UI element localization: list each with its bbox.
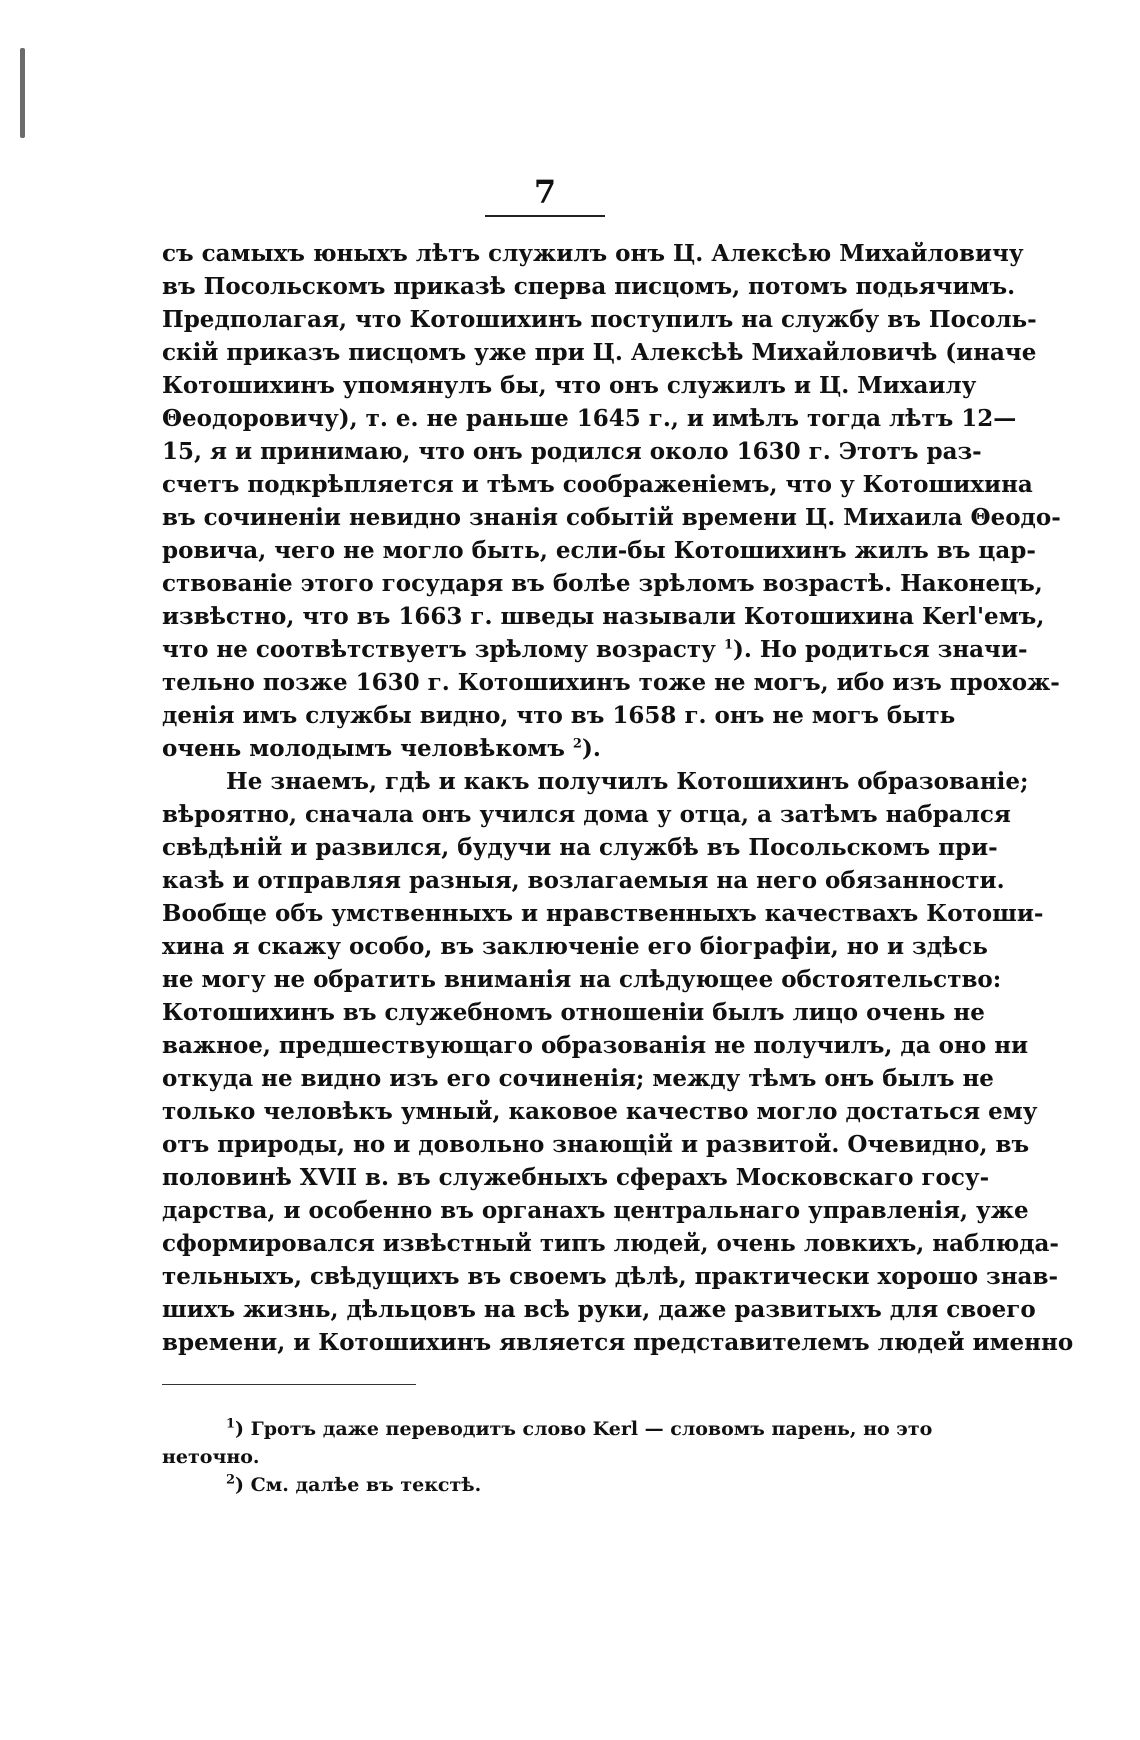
text-line: Котошихинъ упомянулъ бы, что онъ служилъ и Ц. Михаилу [162, 372, 977, 399]
text-line: Котошихинъ въ служебномъ отношеніи былъ лицо очень не [162, 999, 985, 1026]
text-line: ствованіе этого государя въ болѣе зрѣломъ возрастѣ. Наконецъ, [162, 570, 1043, 597]
footnote-reference: 1 [723, 637, 733, 653]
line-text-after-note: ). Но родиться значи- [732, 636, 1028, 663]
footnote-mark: 2 [226, 1472, 236, 1488]
text-line: отъ природы, но и довольно знающій и развитой. Очевидно, въ [162, 1131, 1030, 1158]
text-line: съ самыхъ юныхъ лѣтъ служилъ онъ Ц. Алексѣю Михайловичу [162, 240, 1024, 267]
text-line: Θеодоровичу), т. е. не раньше 1645 г., и имѣлъ тогда лѣтъ 12— [162, 405, 1017, 432]
text-line: 15, я и принимаю, что онъ родился около 1630 г. Этотъ раз- [162, 438, 982, 465]
text-line: свѣдѣній и развился, будучи на службѣ въ Посольскомъ при- [162, 834, 998, 861]
text-line: вѣроятно, сначала онъ учился дома у отца, а затѣмъ набрался [162, 801, 1011, 828]
text-line: дарства, и особенно въ органахъ центральнаго управленія, уже [162, 1197, 1029, 1224]
footnote-1 [162, 1415, 932, 1443]
text-line: въ Посольскомъ приказѣ сперва писцомъ, потомъ подьячимъ. [162, 273, 1016, 300]
text-line: половинѣ XVII в. въ служебныхъ сферахъ Московскаго госу- [162, 1164, 990, 1191]
text-line: ровича, чего не могло быть, если-бы Котошихинъ жилъ въ цар- [162, 537, 1036, 564]
footnote-1-continuation: неточно. [162, 1446, 260, 1468]
page-number-rule [485, 215, 605, 217]
text-line: денія имъ службы видно, что въ 1658 г. онъ не могъ быть [162, 702, 956, 729]
footnotes [162, 1415, 932, 1499]
text-line: въ сочиненіи невидно знанія событій времени Ц. Михаила Θеодо- [162, 504, 1061, 531]
footnote-rule [162, 1384, 416, 1385]
line-text: что не соотвѣтствуетъ зрѣлому возрасту [162, 636, 716, 663]
footnote-text: ) Гротъ даже переводитъ слово Kerl — словомъ парень, но это [235, 1418, 933, 1440]
text-line: извѣстно, что въ 1663 г. шведы называли Котошихина Kerl'емъ, [162, 603, 1045, 630]
text-line: тельно позже 1630 г. Котошихинъ тоже не могъ, ибо изъ прохож- [162, 669, 1060, 696]
text-line: скій приказъ писцомъ уже при Ц. Алексѣѣ Михайловичѣ (иначе [162, 339, 1037, 366]
text-line: казѣ и отправляя разныя, возлагаемыя на него обязанности. [162, 867, 1005, 894]
line-text-after-note: ). [581, 735, 601, 762]
text-line: Вообще объ умственныхъ и нравственныхъ качествахъ Котоши- [162, 900, 1044, 927]
text-line: хина я скажу особо, въ заключеніе его біографіи, но и здѣсь [162, 933, 988, 960]
text-line: Не знаемъ, гдѣ и какъ получилъ Котошихинъ образованіе; [226, 768, 1029, 795]
footnote-reference: 2 [572, 736, 582, 752]
text-line: не могу не обратить вниманія на слѣдующее обстоятельство: [162, 966, 1002, 993]
text-line: шихъ жизнь, дѣльцовъ на всѣ руки, даже развитыхъ для своего [162, 1296, 1036, 1323]
text-line: счетъ подкрѣпляется и тѣмъ соображеніемъ, что у Котошихина [162, 471, 1033, 498]
text-line: только человѣкъ умный, каковое качество могло достаться ему [162, 1098, 1038, 1125]
line-text: очень молодымъ человѣкомъ [162, 735, 565, 762]
footnote-text: ) См. далѣе въ текстѣ. [235, 1474, 482, 1496]
text-line: сформировался извѣстный типъ людей, очень ловкихъ, наблюда- [162, 1230, 1059, 1257]
text-line: тельныхъ, свѣдущихъ въ своемъ дѣлѣ, практически хорошо знав- [162, 1263, 1058, 1290]
text-line-with-note [162, 732, 932, 765]
footnote-2 [162, 1471, 932, 1499]
footnote-mark: 1 [226, 1416, 236, 1432]
body-text [162, 237, 1074, 1359]
text-line-with-note [162, 633, 1028, 666]
scan-edge-mark [20, 48, 25, 138]
text-line: времени, и Котошихинъ является представителемъ людей именно [162, 1329, 1074, 1356]
text-line: откуда не видно изъ его сочиненія; между тѣмъ онъ былъ не [162, 1065, 994, 1092]
page-number: 7 [533, 173, 557, 211]
text-line: Предполагая, что Котошихинъ поступилъ на службу въ Посоль- [162, 306, 1037, 333]
text-line: важное, предшествующаго образованія не получилъ, да оно ни [162, 1032, 1029, 1059]
